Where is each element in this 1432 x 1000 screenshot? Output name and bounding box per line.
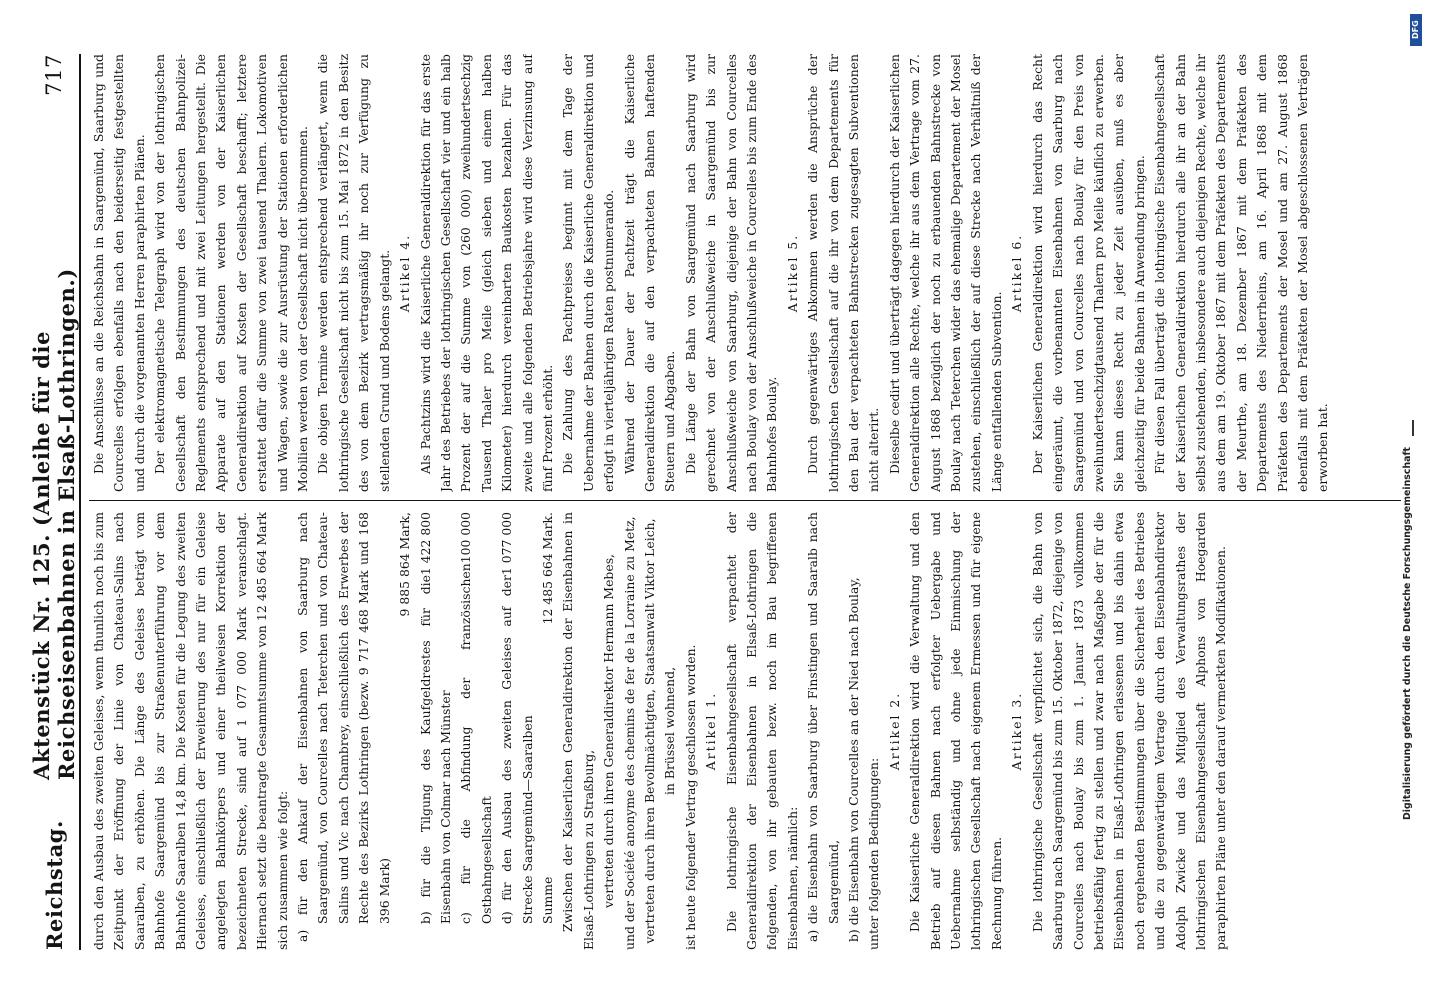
paragraph: und der Société anonyme des chemins de fer de la Lorraine zu Metz, [621,516,637,950]
article-heading: Artikel 4. [397,233,413,313]
list-row-c [456,512,497,950]
article-heading: Artikel 5. [784,233,800,313]
amount-d: 1 077 000 [499,512,515,576]
document-page [21,30,1411,970]
paragraph: Als Pachtzins wird die Kaiserliche Generaldirektion für das erste Jahr des Betriebes der lothringischen Gesellschaft vier und ein halb Prozent der auf die Summe von (260 000) zweihundertsechzig Tausend Thaler pro Meile (gleich sieben und einem halben Kilometer) hierdurch vereinbarten Baukosten bezahlen. Für das zweite und alle folgenden Betriebsjahre wird diese Verzinsung auf fünf Prozent erhöht. [417,54,555,492]
article-heading: Artikel 3. [1009,691,1025,771]
column-divider [89,500,1401,501]
right-column [89,54,1401,492]
list-item-a: a) für den Ankauf der Eisenbahnen von Saarburg nach Saargemünd, von Courcelles nach Teterchen und von Chateau-Salins und Vic nach Chambrey, einschließlich des Erwerbes der Rechte des Bezirks Lothringen (bezw. 9 717 468 Mark und 168 396 Mark) [295,512,392,942]
amount-b: 1 422 800 [417,512,433,576]
paragraph: Dieselbe cedirt und überträgt dagegen hierdurch der Kaiserlichen Generaldirektion alle Rechte, welche ihr aus dem Vertrage vom 27. August 1868 bezüglich der noch zu erbauenden Bahnstrecke von Boulay nach Teterchen wider das ehemalige Departement der Mosel zustehen, einschließlich der auf diese Strecke nach Verhältniß der Länge entfallenden Subvention. [886,54,1004,492]
header-rule [79,54,81,950]
sum-label: Summe [539,876,555,924]
paragraph: Die Anschlüsse an die Reichsbahn in Saargemünd, Saarburg und Courcelles erfolgen ebenfalls nach den beiderseitig festgestellten und durch die vorgenannten Herren paraphirten Plänen. [91,54,147,492]
paragraph: Die obigen Termine werden entsprechend verlängert, wenn die lothringische Gesellschaft nicht bis zum 15. Mai 1872 in den Besitz des von dem Bezirk vertragsmäßig ihr noch zur Verfügung zu stellenden Grund und Bodens gelangt. [315,54,392,492]
paragraph: Während der Dauer der Pachtzeit trägt die Kaiserliche Generaldirektion die auf den verpachteten Bahnen haftenden Steuern und Abgaben. [621,54,678,492]
digitization-note: Digitalisierung gefördert durch die Deutsche Forschungsgemeinschaft [1402,446,1413,820]
list-row-d [497,512,538,950]
list-item: b) die Eisenbahn von Courcelles an der Nied nach Boulay, [846,577,862,942]
amount-c: 100 000 [458,512,474,564]
article-heading: Artikel 2. [886,691,902,771]
paragraph: unter folgenden Bedingungen: [866,757,882,950]
paragraph: ist heute folgender Vertrag geschlossen worden. [682,644,698,950]
list-item: a) die Eisenbahn von Saarburg über Finstingen und Saaralb nach Saargemünd, [805,512,841,942]
article-heading: Artikel 1. [703,691,719,771]
paragraph: Die Länge der Bahn von Saargemünd nach Saarburg wird gerechnet von der Anschlußweiche in Saargemünd bis zur Anschlußweiche von Saarburg, diejenige der Bahn von Courcelles nach Boulay von der Anschlußweiche in Courcelles bis zum Ende des Bahnhofes Boulay. [682,54,780,492]
scan-mark [1412,420,1414,436]
paragraph: vertreten durch ihren Bevollmächtigten, Staatsanwalt Viktor Leich, in Brüssel wohnend, [641,518,678,944]
paragraph: Die lothringische Eisenbahngesellschaft verpachtet der Generaldirektion der Eisenbahnen in Elsaß-Lothringen die folgenden, von ihr gebauten bezw. noch im Bau begriffenen Eisenbahnen, nämlich: [723,512,800,950]
paragraph: Der elektromagnetische Telegraph wird von der lothringischen Gesellschaft den Bestimmungen des deutschen Bahnpolizei-Reglements entsprechend und mit zwei Leitungen hergestellt. Die Apparate auf den Stationen werden von der Kaiserlichen Generaldirektion auf Kosten der Gesellschaft beschafft; letztere erstattet dafür die Summe von zwei tausend Thalern. Lokomotiven und Wagen, sowie die zur Ausrüstung der Stationen erforderlichen Mobilien werden von der Gesellschaft nicht übernommen. [152,54,311,492]
header-title: Aktenstück Nr. 125. (Anleihe für die Reichseisenbahnen in Elsaß-Lothringen.) [29,268,79,781]
amount-row [395,512,415,950]
paragraph: Die lothringische Gesellschaft verpflichtet sich, die Bahn von Saarburg nach Saargemünd bis zum 15. Oktober 1872, diejenige von Courcelles nach Boulay bis zum 1. Januar 1873 vollkommen betriebsfähig fertig zu stellen und zwar nach Maßgabe der für die Eisenbahnen in Elsaß-Lothringen erlassenen und bis dahin etwa noch ergehenden Bestimmungen über die Sicherheit des Betriebes und die zu gegenwärtigem Vertrage durch den Eisenbahndirektor Adolph Zwicke und das Mitglied des Verwaltungsrathes der lothringischen Eisenbahngesellschaft Alphons von Hoegarden paraphirten Pläne unter den darauf vermerkten Modifikationen. [1029,512,1229,950]
sum-amount: 12 485 664 Mark. [539,512,555,625]
list-item-d: d) für den Ausbau des zweiten Geleises auf der Strecke Saargemünd—Saaralben [499,575,535,924]
list-row-b [416,512,457,950]
page-number: 717 [42,54,66,96]
page-header [31,54,77,950]
paragraph: Zwischen der Kaiserlichen Generaldirektion der Eisenbahnen in Elsaß-Lothringen zu Straßburg, [560,512,596,950]
list-item-b: b) für die Tilgung des Kaufgeldrestes für die Eisenbahn von Colmar nach Münster [417,575,453,924]
amount-a: 9 885 864 Mark, [397,512,413,617]
list-item-c: c) für die Abfindung der französischen Ostbahngesellschaft [458,563,494,924]
paragraph: Die Kaiserliche Generaldirektion wird die Verwaltung und den Betrieb auf diesen Bahnen nach erfolgter Uebergabe und Uebernahme selbständig und ohne jede Einmischung der lothringischen Gesellschaft nach eigenem Ermessen und für eigene Rechnung führen. [907,512,1004,950]
paragraph: vertreten durch ihren Generaldirektor Hermann Mebes, [601,554,617,908]
sum-row [538,512,558,950]
paragraph: Für diesen Fall überträgt die lothringische Eisenbahngesellschaft der Kaiserlichen Generaldirektion hierdurch alle ihr an der Bahn selbst zustehenden, insbesondere auch diejenigen Rechte, welche ihr aus dem am 19. Oktober 1867 mit dem Präfekten des Departements der Meurthe, am 18. Dezember 1867 mit dem Präfekten des Departements des Niederrheins, am 16. April 1868 mit dem Präfekten des Departements der Mosel und am 27. August 1868 ebenfalls mit dem Präfekten der Mosel abgeschlossenen Verträgen erworben hat. [1152,54,1331,492]
paragraph: Durch gegenwärtiges Abkommen werden die Ansprüche der lothringischen Gesellschaft auf die ihr von dem Departements für den Bau der verpachteten Bahnstrecken zugesagten Subventionen nicht alterirt. [805,54,882,492]
dfg-logo: DFG [1410,14,1422,46]
article-heading: Artikel 6. [1009,233,1025,313]
paragraph: durch den Ausbau des zweiten Geleises, wenn thunlich noch bis zum Zeitpunkt der Eröffnung der Linie von Chateau-Salins nach Saaralben, zu erhöhen. Die Länge des Geleises beträgt vom Bahnhofe Saargemünd bis zur Straßenunterführung vor dem Bahnhofe Saaralben 14,8 km. Die Kosten für die Legung des zweiten Geleises, einschließlich der Erweiterung des nur für ein Geleise angelegten Bahnkörpers und einer theilweisen Korrektion der bezeichneten Strecke, sind auf 1 077 000 Mark veranschlagt. Hiernach setzt die beantragte Gesammtsumme von 12 485 664 Mark sich zusammen wie folgt: [91,512,290,950]
paragraph: Die Zahlung des Pachtpreises beginnt mit dem Tage der Uebernahme der Bahnen durch die Kaiserliche Generaldirektion und erfolgt in vierteljährigen Raten postnumerando. [560,54,617,492]
header-left: Reichstag. [41,820,67,950]
paragraph: Der Kaiserlichen Generaldirektion wird hierdurch das Recht eingeräumt, die vorbenannten Eisenbahnen von Saarburg nach Saargemünd und von Courcelles nach Boulay für den Preis von zweihundertsechzigtausend Thalern pro Meile käuflich zu erwerben. Sie kann dieses Recht zu jeder Zeit ausüben, muß es aber gleichzeitig für beide Bahnen in Anwendung bringen. [1029,54,1147,492]
left-column [89,512,1401,950]
